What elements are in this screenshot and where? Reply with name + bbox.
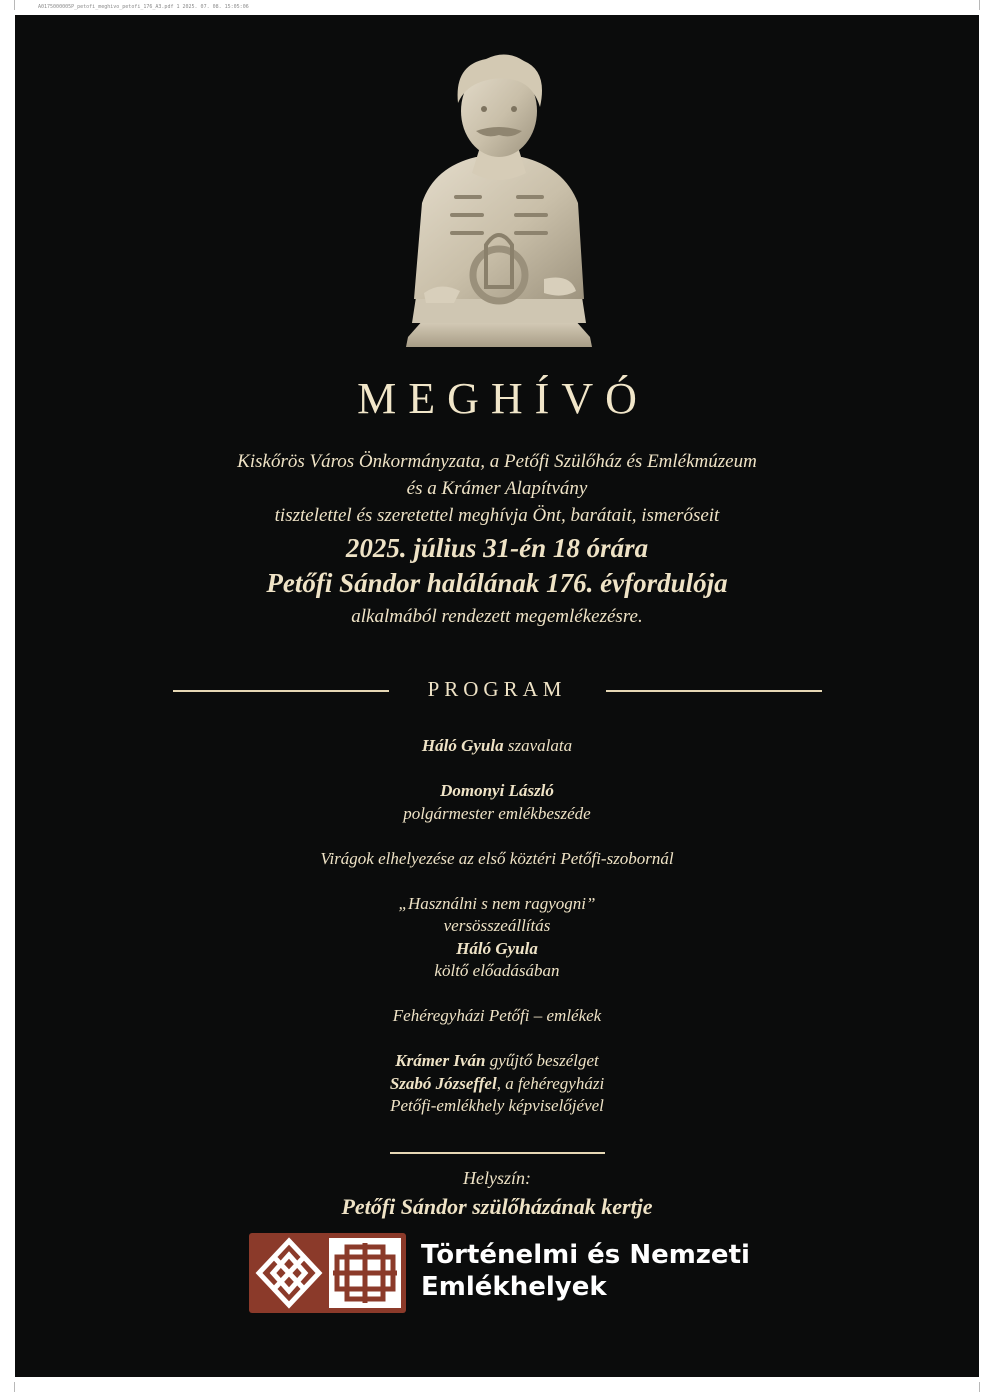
intro-line-foundation: és a Krámer Alapítvány: [406, 478, 588, 499]
conversation-text: , a fehéregyházi: [496, 1073, 605, 1093]
intro-line-invite: tisztelettel és szeretettel meghívja Önt, barátait, ismerőseit: [274, 505, 720, 526]
performer-role: költő előadásában: [434, 961, 560, 980]
crop-mark-bottom-right: [979, 1382, 980, 1392]
performer-name: Háló Gyula: [456, 938, 538, 958]
page-title: MEGHÍVÓ: [357, 374, 649, 423]
event-occasion: Petőfi Sándor halálának 176. évfordulója: [266, 568, 728, 598]
program-item-flowers: Virágok elhelyezése az első köztéri Petőfi-szobornál: [320, 848, 674, 868]
poetry-type: versösszeállítás: [443, 916, 551, 935]
petofi-bust-image: [394, 47, 604, 347]
intro-line-hosts: Kiskőrös Város Önkormányzata, a Petőfi Szülőház és Emlékmúzeum: [237, 451, 757, 472]
speaker-name: Domonyi László: [440, 781, 554, 800]
performer-name: Háló Gyula: [421, 736, 504, 755]
crop-mark-bottom-left: [14, 1382, 15, 1392]
venue-block: [15, 1165, 979, 1223]
program-item-poetry: [15, 893, 979, 983]
program-item-conversation: [15, 1050, 979, 1118]
intro-line-closing: alkalmából rendezett megemlékezésre.: [351, 606, 643, 627]
venue-label: Helyszín:: [463, 1168, 531, 1188]
conversation-text: gyűjtő beszélget: [485, 1051, 599, 1070]
logo-line-1: Történelmi és Nemzeti: [421, 1240, 750, 1270]
program-list: [15, 735, 979, 1118]
logo-line-2: Emlékhelyek: [421, 1272, 607, 1302]
invitation-intro: [15, 448, 979, 630]
speaker-role: polgármester emlékbeszéde: [403, 803, 591, 823]
program-item-memories: Fehéregyházi Petőfi – emlékek: [392, 1006, 602, 1025]
memorial-sites-logo-text: [421, 1239, 750, 1303]
divider-right: [606, 690, 822, 692]
print-slug: A0175000005P_petofi_meghivo_petofi_176_A3.pdf 1 2025. 07. 08. 15:05:06: [38, 4, 249, 10]
crop-mark-top-right: [979, 0, 980, 10]
program-label: PROGRAM: [427, 677, 567, 701]
conversation-text: Petőfi-emlékhely képviselőjével: [390, 1096, 604, 1115]
invitation-poster: [15, 15, 979, 1377]
memorial-sites-logo-icon: [249, 1233, 406, 1313]
program-item-text: szavalata: [503, 736, 573, 755]
event-date: 2025. július 31-én 18 órára: [345, 533, 649, 563]
poetry-title: „Használni s nem ragyogni”: [398, 893, 596, 913]
collector-name: Krámer Iván: [395, 1051, 486, 1070]
venue-name: Petőfi Sándor szülőházának kertje: [341, 1194, 653, 1219]
divider-venue: [390, 1152, 605, 1154]
program-item-speech: [15, 780, 979, 825]
program-item-recital: [15, 735, 979, 758]
program-heading: [15, 677, 979, 707]
guest-name: Szabó Józseffel: [389, 1073, 497, 1093]
crop-mark-top-left: [14, 0, 15, 10]
